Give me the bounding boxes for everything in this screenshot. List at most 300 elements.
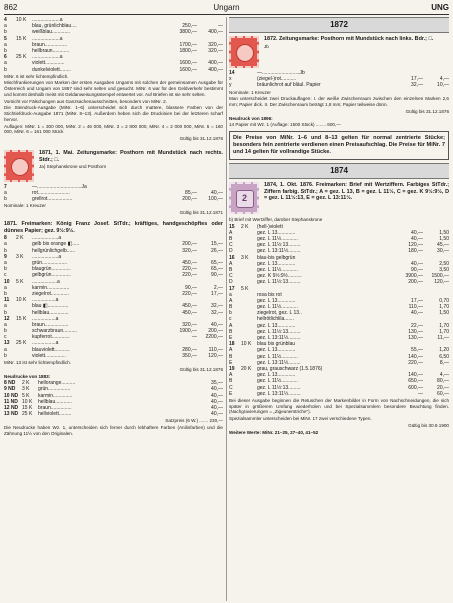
header-rule [4,14,449,15]
denomination: 10 K [22,398,33,405]
denomination: 10 K [241,341,252,348]
catalog-number: 8 [4,235,7,242]
reprint-note: Die Neudrucke haben Wz. 1, unterscheiden sich ferner durch lebhaftere Farben (Anilinfarben) und die Zähnung 11½ von den Originalen. [4,425,223,436]
catalog-number: a [4,41,7,48]
price-mint: 220,— [182,266,197,273]
price-mint: 17,— [411,76,423,83]
catalog-number: a [4,284,7,291]
price-mint: 200,— [182,196,197,203]
denomination: 15 K [22,405,33,411]
color-description: grün.................. [32,260,68,267]
denomination: 3 K [16,253,24,260]
catalog-number: 12 [4,315,10,322]
color-description: —................................Ja [32,183,87,190]
color-description: gez. L 11½............ [257,236,298,243]
issue-1874-title: 1874, 1. Okt. 1876. Freimarken: Brief mit Wertziffern. Farbiges StTdr.; Ziffern farbig. StTdr.; A = gez. L 13, B = gez. L 11½, C = gez. K 9½:9½, D = gez. L 11½:13, E = gez. L 13:11½. [264,181,449,202]
stamp-image-posthorn-left [229,36,259,68]
price-used: 2200,— [205,334,223,341]
price-used: 40,— [211,321,223,328]
reprint-number: 10 ND [4,392,19,399]
denomination: 2 K [16,235,24,242]
color-description: ....................a [32,54,63,61]
price-mint: 1700,— [179,41,197,48]
price-used: 3,50 [439,266,449,273]
valid-until-2: Gültig bis 31.12.1871 [179,210,223,216]
price-used: 32,— [211,303,223,310]
catalog-number: y [229,82,232,89]
color-description: ....................a [32,35,63,42]
price-used: 1,70 [439,322,449,329]
catalog-number: a [4,321,7,328]
price-used: 1,70 [439,328,449,335]
catalog-number: B [229,304,233,311]
price-used: 1500,— [431,273,449,280]
color-description: bräunlichrot auf bläul. Papier [257,82,321,89]
price-mint: — [192,334,197,341]
stamp-value: 2 [242,192,248,203]
price-mint: 1600,— [179,60,197,67]
price-mint: 32,— [411,82,423,89]
set-price: Satzpreis (6 W.) ....... 230,— [165,418,223,424]
color-description: gez. L 11½:13......... [257,328,301,335]
catalog-number: 9 [4,253,7,260]
color-description: gez. K 9½:9½.......... [257,273,302,280]
page-number: 862 [4,3,18,12]
catalog-row [4,196,223,202]
color-description: blau, grünlichblau.... [32,23,77,30]
price-mint: 600,— [408,384,423,391]
color-description: karmin.............. [38,392,73,399]
price: 40,— [211,386,223,393]
color-description: gez. L 11½:13......... [257,279,301,286]
reprint-1896-row: 14 Papier mit Wz. 1 (Auflage: 1500 Stück) ........ 600,— [229,122,341,128]
color-description: gez. L 13:11½......... [257,390,301,397]
price-mint: 180,— [408,248,423,255]
nominale-1871: Nominale: 1 Kreuzer [4,203,46,209]
price-mint: 320,— [182,321,197,328]
reprint-number: 11 ND [4,398,18,405]
price-used: 80,— [437,378,449,385]
catalog-number: E [229,335,233,342]
catalog-row [4,353,223,359]
color-description: ....................a [32,17,63,23]
catalog-number: b [4,266,7,273]
catalog-number: b [4,47,7,54]
price-used: 1,50 [439,229,449,236]
color-description: blau ◧............... [32,303,69,310]
color-description: grau, grauschwarz (1.5.1876) [257,365,323,372]
color-description: —...........................Jb [257,70,305,76]
price-mint: 650,— [408,378,423,385]
country-code: UNG [431,3,449,12]
price-used: 400,— [208,66,223,73]
catalog-number: b [4,309,7,316]
price-used: 40,— [211,189,223,196]
color-description: gez. L 13............. [257,260,296,267]
catalog-number: A [229,297,233,304]
price-mint: 40,— [411,310,423,317]
price-mint: 220,— [408,359,423,366]
issue-1871-subtitle: Ja) Stephanskrone und Posthorn [39,164,107,170]
color-description: gez. L 13:11½......... [257,359,301,366]
price-mint: 140,— [408,353,423,360]
issue-franz-josef-title: 1871. Freimarken: König Franz Josef. StTdr.; kräftiges, handgeschöpftes oder dünnes Papier; gez. 9½:9½. [4,220,223,234]
price-used: 45,— [437,242,449,249]
pricing-notice-box [229,131,449,160]
issue-1872-subtitle: Jb [264,43,269,49]
catalog-number: A [229,347,233,354]
price-used: 15,— [211,241,223,248]
color-description: .................a [32,315,59,322]
color-description: hellrötlichlila....... [257,316,294,323]
issue-1874-subtitle: b) Brief mit Wertziffer, darüber Stephanskrone [229,216,323,222]
price-mint: 450,— [182,260,197,267]
color-description: gez. L 13............. [257,372,296,379]
note-retouch: Bei dieser Ausgabe beginnen die Retuschen der Markenbilder in Form von Nachschneidungen, die sich später in größerem Umfang wiederholen und bei Spezialsammlern besondere Beachtung finden. (Nachgravierungen = „Zigeunerstriche"). [229,397,449,415]
color-description: blau bis grünblau [257,341,296,348]
catalog-list-1872 [229,70,449,89]
price-mint: 90,— [185,284,197,291]
price-mint: 40,— [411,229,423,236]
catalog-list-1867 [4,17,223,73]
year-bar-1874: 1874 [229,163,449,179]
price-mint: 200,— [408,279,423,286]
catalog-number: A [229,260,233,267]
catalog-number: 17 [229,285,235,292]
catalog-number: b [4,29,7,36]
catalog-number: a [4,303,7,310]
pricing-notice: Die Preise von MiNr. 1–6 und 8–13 gelten für normal zentrierte Stücke; besonders fein zentrierte verdienen einen Preisaufschlag. Die Preise für MiNr. 7 und 14 gelten für vollrandige Stücke. [233,134,445,155]
catalog-number: A [229,322,233,329]
catalog-number: a [4,23,7,30]
color-description: rot....................... [32,189,70,196]
color-description: weißblau............. [32,29,71,36]
valid-until-3: Gültig bis 31.12.1876 [179,366,223,372]
catalog-number: E [229,359,233,366]
catalog-number: B [229,266,233,273]
price-mint: 22,— [411,322,423,329]
price-used: 11,— [437,335,449,342]
price-used: 120,— [434,279,449,286]
price-used: 110,— [208,346,223,353]
reprint-title: Neudrucke von 1883: [4,373,51,379]
country-title: Ungarn [213,3,240,12]
price-mint: 3900,— [405,273,423,280]
note-editions: Auflagen: MiNr. 1 = 300 000, MiNr. 2 = 46 000, MiNr. 3 = 2 800 000, MiNr. 4 = 2 000 000, MiNr. 5 = 160 000, MiNr. 6 = 161 000 Stück [4,123,223,135]
color-description: gez. L 13............. [257,297,296,304]
color-description: schwarzbraun.......... [32,328,78,335]
price-mint: 350,— [182,352,197,359]
price-used: 320,— [208,41,223,48]
left-column [4,17,223,601]
reprint-number: 8 ND [4,380,16,387]
price-used: 1,70 [439,304,449,311]
price-used: 4,— [439,76,449,83]
color-description: braun............... [38,405,72,411]
price-mint: 450,— [182,309,197,316]
price-used: 120,— [208,352,223,359]
color-description: hellblau.............. [32,309,69,316]
catalog-number: B [229,353,233,360]
price-mint: 90,— [411,266,423,273]
reprint-number: 13 ND [4,411,19,418]
denomination [241,82,257,88]
price: 40,— [211,405,223,411]
note-franz-josef: MiNr. 13 ist sehr lichtempfindlich. [4,360,72,366]
catalog-number: B [229,378,233,385]
price: 40,— [211,392,223,399]
issue-1871-newspaper [4,150,223,216]
price-used: 17,— [211,290,223,297]
catalog-number: c [4,272,7,279]
note-print-diff: Die Steindruck-Ausgabe (MiNr. 1–6) unterscheidet sich durch mattere, blassere Farben von der Stichtiefdruck-Ausgabe 1871 (MiNr. 8–13). Außerdem heben sich die Druckinien bei der letzteren scharf hervor. [4,105,223,122]
color-description: braun................ [32,41,68,48]
price-used: 1,20 [439,347,449,354]
denomination: 5 K [241,285,249,292]
price-mint: 450,— [182,303,197,310]
stamp-image-letter-value [229,182,259,214]
price-mint: 17,— [411,297,423,304]
price: 40,— [211,411,223,418]
denomination: 15 K [16,35,27,42]
price-used: — [218,23,223,30]
catalog-number: 4 [4,17,7,23]
color-description: gez. L 11½:13......... [257,384,301,391]
denomination [16,353,32,359]
color-description: gelbgrün.............. [32,272,71,279]
catalog-list-1871 [4,184,223,203]
catalog-number: 10 [4,278,10,285]
price-mint: 280,— [182,346,197,353]
catalog-number: 13 [4,340,10,347]
color-description: grün................ [38,386,71,393]
color-description: ..................a [32,278,60,285]
denomination: 15 K [16,315,27,322]
catalog-number: A [229,372,233,379]
price-mint: 1900,— [179,328,197,335]
catalog-number: b [229,310,232,317]
denomination [16,196,32,202]
denomination: 25 K [16,54,27,61]
price-mint: 110,— [408,304,423,311]
denomination: 2 K [22,380,30,387]
catalog-number: c [229,316,232,323]
catalog-number: D [229,279,233,286]
catalog-number: C [229,273,233,280]
price-used: 1,50 [439,236,449,243]
catalog-number: 6 [4,54,7,61]
price-used: 100,— [208,196,223,203]
price-used: 0,70 [439,297,449,304]
price-mint: 130,— [408,335,423,342]
color-description: violett.............. [32,60,65,67]
catalog-number: b [4,352,7,359]
catalog-number: 15 [229,223,235,230]
catalog-number: a [229,291,232,298]
denomination: 10 K [16,17,27,23]
color-description: gelb bis orange ◧..... [32,241,80,248]
catalog-number: a [4,189,7,196]
catalog-row [229,391,449,397]
color-description: .................a [32,297,59,304]
catalog-number: 19 [229,365,235,372]
denomination [16,67,32,73]
catalog-number: B [229,236,233,243]
catalog-number: 11 [4,297,10,304]
note-special: Spezialsammler unterscheiden bei MiNr. 17 zwei verschiedene Typen. [229,416,372,422]
catalog-number: C [229,242,233,249]
catalog-number: b [4,247,7,254]
price-mint: — [418,390,423,397]
catalog-number: 14 [229,70,235,76]
catalog-number: D [229,248,233,255]
denomination: 5 K [22,392,30,399]
catalog-number: a [4,260,7,267]
price-used: 65,— [211,266,223,273]
catalog-list-franz-josef [4,235,223,359]
denomination: 3 K [241,254,249,261]
color-description: rosa bis rot [257,291,282,298]
catalog-number: A [229,229,233,236]
year-bar-1872: 1872 [229,17,449,33]
denomination: 2 K [241,223,249,230]
catalog-number: x [229,76,232,83]
catalog-number: B [229,328,233,335]
price-mint: 250,— [182,23,197,30]
denomination: 10 K [16,297,27,304]
price-mint: 220,— [182,272,197,279]
reprint-1896-title: Neudruck von 1896: [229,115,273,121]
color-description: blau-bis gelbgrün [257,254,296,261]
denomination: 5 K [16,278,24,285]
note-printings: Man unterscheidet zwei Druckauflagen: I. der weiße Zwischenraum zwischen den einzelnen Marken 2,6 mm; Papier dick. II. Der Zwischenraum beträgt 1,8 mm; Papier teilweise dünn. [229,96,449,108]
price-mint: 3800,— [179,29,197,36]
price-used: 26,— [211,247,223,254]
price-used: 20,— [437,384,449,391]
color-description: gez. L 13............. [257,347,296,354]
price-used: 32,— [211,309,223,316]
price-used: 400,— [208,29,223,36]
color-description: violett............... [32,352,66,359]
price: 35,— [211,380,223,387]
price-mint: 220,— [182,290,197,297]
reprint-number: 9 ND [4,386,16,393]
nominale-1872: Nominale: 1 Kreuzer [229,89,271,95]
denomination: 25 K [16,340,27,347]
color-description: gez. L 13............. [257,322,296,329]
color-description: gez. L 11½:13......... [257,242,301,249]
catalog-number: 16 [229,254,235,261]
catalog-number: a [4,346,7,353]
color-description: gez. L 13:11½......... [257,335,301,342]
color-description: .................a [32,340,59,347]
color-description: ...................a [32,253,62,260]
issue-1871-title: 1871, 1. Mai. Zeitungsmarke: Posthorn mit Mundstück nach rechts. Stdr.; □. [39,149,223,163]
color-description: gez. L 11½............ [257,304,298,311]
stamp-image-posthorn-right [4,150,34,182]
price-mint: 55,— [411,347,423,354]
catalog-number: c [4,334,7,341]
color-description: (ziegel-)rot........... [257,76,297,83]
catalog-number: 7 [4,183,7,190]
color-description: gez. L 13:11½......... [257,248,301,255]
color-description: gez. L 11½............ [257,353,298,360]
note-forgery: Vorsicht vor Fälschungen aus Ganzsachenausschnitten, besonders von MiNr. 2. [4,98,167,104]
price-used: 1,50 [439,310,449,317]
catalog-number: a [4,241,7,248]
price-used: 8,— [439,359,449,366]
catalog-number: b [4,196,7,203]
catalog-number: b [4,328,7,335]
valid-until-r1: Gültig bis 31.12.1876 [405,108,449,114]
column-divider [226,17,227,601]
catalog-list-1874 [229,224,449,397]
price-used: 2,50 [439,260,449,267]
color-description: (hell-)violett [257,223,283,230]
color-description: gez. L 13............. [257,229,296,236]
color-description: hellorange.......... [38,380,76,387]
price-used: 320,— [208,47,223,54]
price-mint: 1800,— [179,47,197,54]
price-used: 90,— [211,272,223,279]
note-mixed-franking: Mischfrankierungen von Marken der ersten Ausgaben Ungarns mit solchen der gemeinsamen Ausgabe für Österreich und Ungarn von 1867 sind sehr selten und gesucht. MiNr. 6 war für den Geldverkehr bestimmt und kommt deshalb meist mit Geldanweisungsstempel entwertet vor. Auf Briefen ist sie sehr selten. [4,80,223,97]
reprint-number: 12 ND [4,405,19,411]
price-used: 10,— [437,82,449,89]
price-mint: 200,— [182,241,197,248]
color-description: blauviolett........... [32,346,70,353]
catalog-number: a [4,60,7,67]
color-description: dunkelviolett........ [32,66,71,73]
price-mint: 140,— [408,372,423,379]
catalog-number: E [229,390,233,397]
catalog-number: 5 [4,35,7,42]
color-description: hellviolett......... [38,411,72,418]
color-description: kupferrot............. [32,334,70,341]
color-description: ziegelrot............. [32,290,69,297]
price: 40,— [211,398,223,405]
issue-1872-title: 1872. Zeitungsmarke: Posthorn mit Mundstück nach links. Bdr.; □. [264,36,434,42]
color-description: braun................. [32,321,69,328]
price-used: 200,— [208,328,223,335]
reprint-list [4,380,223,417]
color-description: gez. L 11½............ [257,378,298,385]
color-description: hellblau............ [38,398,72,405]
price-mint: 85,— [185,189,197,196]
denomination [241,391,257,397]
note-lightsensitive: MiNr. 6 ist sehr lichtempfindlich. [4,73,69,79]
valid-until-bottom: Gültig bis 30.9.1900 [408,422,449,428]
color-description: ziegelrot, gez. L 13.. [257,310,302,317]
reprint-row [4,411,223,417]
price-mint: 40,— [411,260,423,267]
price-mint: 120,— [408,242,423,249]
right-column [229,17,449,601]
price-mint: 40,— [411,236,423,243]
price-used: 4,— [439,372,449,379]
price-mint: 1600,— [179,66,197,73]
color-description: blaugrün.............. [32,266,71,273]
color-description: grellrot.................. [32,196,73,203]
catalog-number: C [229,384,233,391]
color-description: hellgrünlichgelb...... [32,247,76,254]
catalog-row [4,67,223,73]
price-used: 6,50 [439,353,449,360]
color-description: hellbraun............ [32,47,70,54]
denomination: 3 K [22,386,30,393]
denomination: 25 K [22,411,33,418]
price-mint: 130,— [408,328,423,335]
price-used: 30,— [437,248,449,255]
